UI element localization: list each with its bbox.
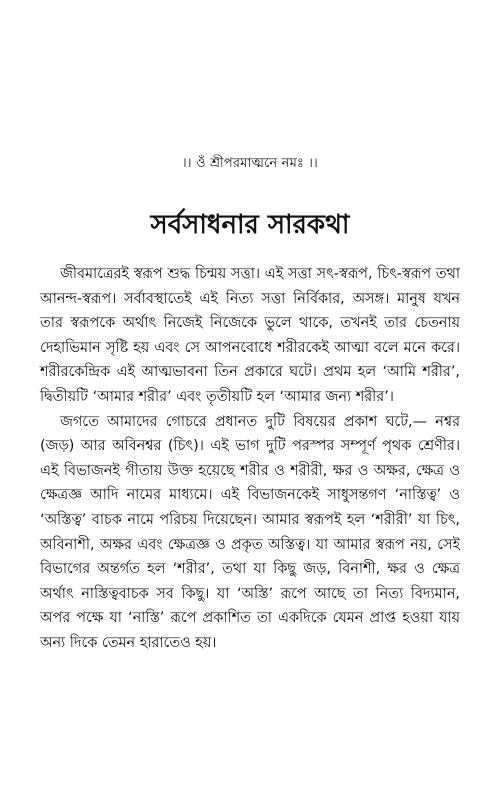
paragraph-2: জগতে আমাদের গোচরে প্রধানত দুটি বিষয়ের প্রকাশ ঘটে,— নশ্বর (জড়) আর অবিনশ্বর (চিৎ)। এই ভাগ দুটি পরস্পর সম্পূর্ণ পৃথক শ্রেণীর। এই বিভাজনই গীতায় উক্ত হয়েছে শরীর ও শরীরী, ক্ষর ও অক্ষর, ক্ষেত্র ও ক্ষেত্রজ্ঞ আদি নামের মাধ্যমে। এই বিভাজনকেই সাধুসন্তগণ ‘নাস্তিত্ব’ ও ‘অস্তিত্ব’ বাচক নামে পরিচয় দিয়েছেন। আমার স্বরূপই হল ‘শরীরী’ যা চিৎ, অবিনাশী, অক্ষর এবং ক্ষেত্রজ্ঞ ও প্রকৃত অস্তিত্ব। যা আমার স্বরূপ নয়, সেই বিভাগের অন্তর্গত হল ‘শরীর’, তথা যা কিছু জড়, বিনাশী, ক্ষর ও ক্ষেত্র অর্থাৎ নাস্তিত্ববাচক সব কিছু। যা ‘অস্তি’ রূপে আছে তা নিত্য বিদ্যমান, অপর পক্ষে যা ‘নাস্তি’ রূপে প্রকাশিত তা একদিকে যেমন প্রাপ্ত হওয়া যায় অন্য দিকে তেমন হারাতেও হয়। (40, 413, 460, 651)
body-text (40, 262, 460, 656)
invocation-line: ।। ওঁ শ্রীপরমাত্মনে নমঃ ।। (182, 156, 318, 171)
paragraph-1: জীবমাত্রেরই স্বরূপ শুদ্ধ চিন্ময় সত্তা। এই সত্তা সৎ-স্বরূপ, চিৎ-স্বরূপ তথা আনন্দ-স্বরূপ। সর্বাবস্থাতেই এই নিত্য সত্তা নির্বিকার, অসঙ্গ। মানুষ যখন তার স্বরূপকে অর্থাৎ নিজেই নিজেকে ভুলে থাকে, তখনই তার চেতনায় দেহাভিমান সৃষ্টি হয় এবং সে আপনবোধে শরীরকেই আত্মা বলে মনে করে। শরীরকেন্দ্রিক এই আত্মভাবনা তিন প্রকারে ঘটে। প্রথম হল ‘আমি শরীর’, দ্বিতীয়টি ‘আমার শরীর’ এবং তৃতীয়টি হল ‘আমার জন্য শরীর’। (40, 266, 460, 405)
chapter-title: সর্বসাধনার সারকথা (150, 210, 350, 240)
